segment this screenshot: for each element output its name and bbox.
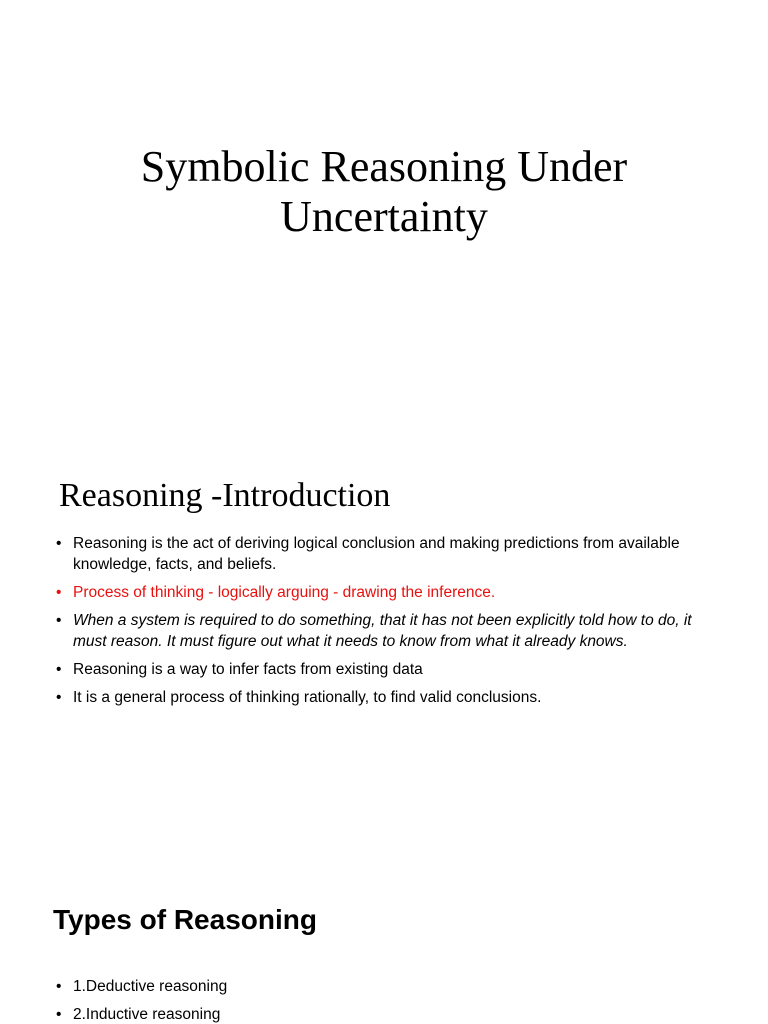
list-item (56, 1004, 656, 1024)
title-line-1: Symbolic Reasoning Under (140, 142, 628, 191)
list-item (56, 659, 726, 680)
list-item (56, 687, 726, 708)
bullet-icon: • (56, 584, 62, 601)
list-item (56, 610, 726, 652)
title-slide (0, 0, 768, 432)
bullet-text: 1.Deductive reasoning (73, 978, 228, 995)
bullet-text: Reasoning is the act of deriving logical conclusion and making predictions from available knowledge, facts, and beliefs. (73, 535, 680, 573)
bullet-icon: • (56, 1006, 62, 1023)
bullet-text: Process of thinking - logically arguing - drawing the inference. (73, 584, 496, 601)
bullet-text: When a system is required to do something, that it has not been explicitly told how to do, it must reason. It must figure out what it needs to know from what it already knows. (73, 612, 692, 650)
types-bullet-list (56, 976, 656, 1024)
bullet-icon: • (56, 661, 62, 678)
bullet-text: It is a general process of thinking rationally, to find valid conclusions. (73, 689, 542, 706)
title-line-2: Uncertainty (280, 192, 488, 241)
types-slide (0, 864, 768, 1024)
types-heading: Types of Reasoning (53, 904, 317, 935)
bullet-icon: • (56, 535, 62, 552)
bullet-text: Reasoning is a way to infer facts from existing data (73, 661, 423, 678)
list-item (56, 533, 726, 575)
bullet-icon: • (56, 978, 62, 995)
bullet-icon: • (56, 689, 62, 706)
introduction-heading: Reasoning -Introduction (59, 477, 391, 514)
list-item (56, 582, 726, 603)
introduction-bullet-list (56, 533, 726, 715)
introduction-slide (0, 432, 768, 864)
bullet-icon: • (56, 612, 62, 629)
list-item (56, 976, 656, 997)
page-title (0, 142, 768, 242)
bullet-text: 2.Inductive reasoning (73, 1006, 221, 1023)
